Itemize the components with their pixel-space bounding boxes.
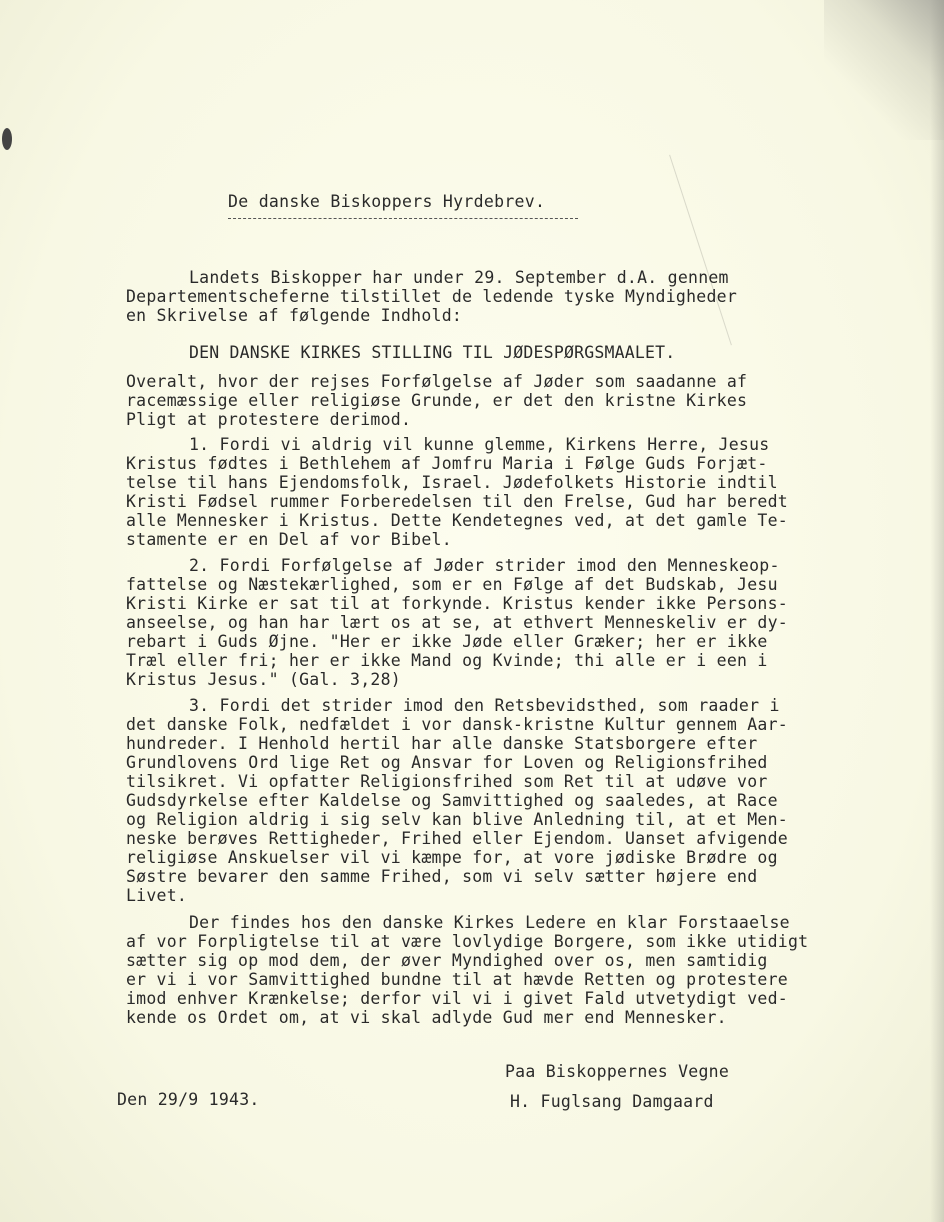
point3-line: hundreder. I Henhold hertil har alle danske Statsborgere efter: [126, 734, 758, 753]
opening-line: racemæssige eller religiøse Grunde, er det den kristne Kirkes: [126, 391, 748, 410]
paper-fold-mark: [669, 155, 732, 346]
document-date: Den 29/9 1943.: [117, 1090, 260, 1109]
point3-line: tilsikret. Vi opfatter Religionsfrihed som Ret til at udøve vor: [126, 772, 768, 791]
point2-line: Kristus Jesus." (Gal. 3,28): [126, 670, 401, 689]
point2-line: rebart i Guds Øjne. "Her er ikke Jøde eller Græker; her er ikke: [126, 632, 768, 651]
point3-line: 3. Fordi det strider imod den Retsbevidsthed, som raader i: [189, 696, 780, 715]
intro-line: Departementscheferne tilstillet de ledende tyske Myndigheder: [126, 287, 738, 306]
closing-line: Der findes hos den danske Kirkes Ledere en klar Forstaaelse: [189, 913, 790, 932]
point2-line: 2. Fordi Forfølgelse af Jøder strider imod den Menneskeop-: [189, 556, 780, 575]
closing-line: sætter sig op mod dem, der øver Myndighed over os, men samtidig: [126, 951, 768, 970]
point3-line: Grundlovens Ord lige Ret og Ansvar for Loven og Religionsfrihed: [126, 753, 768, 772]
point3-line: det danske Folk, nedfældet i vor dansk-kristne Kultur gennem Aar-: [126, 715, 788, 734]
section-heading: DEN DANSKE KIRKES STILLING TIL JØDESPØRGSMAALET.: [189, 343, 676, 362]
point1-line: Kristi Fødsel rummer Forberedelsen til den Frelse, Gud har beredt: [126, 492, 788, 511]
point1-line: Kristus fødtes i Bethlehem af Jomfru Maria i Følge Guds Forjæt-: [126, 454, 768, 473]
point3-line: og Religion aldrig i sig selv kan blive Anledning til, at et Men-: [126, 810, 788, 829]
point3-line: Livet.: [126, 886, 188, 905]
point2-line: Kristi Kirke er sat til at forkynde. Kristus kender ikke Persons-: [126, 594, 788, 613]
point2-line: fattelse og Næstekærlighed, som er en Følge af det Budskab, Jesu: [126, 575, 778, 594]
closing-line: kende os Ordet om, at vi skal adlyde Gud mer end Mennesker.: [126, 1008, 727, 1027]
opening-line: Pligt at protestere derimod.: [126, 410, 412, 429]
closing-line: imod enhver Krænkelse; derfor vil vi i givet Fald utvetydigt ved-: [126, 989, 788, 1008]
signature-name: H. Fuglsang Damgaard: [510, 1092, 714, 1111]
right-edge-shadow: [930, 0, 944, 1222]
point2-line: Træl eller fri; her er ikke Mand og Kvinde; thi alle er i een i: [126, 651, 768, 670]
document-title: De danske Biskoppers Hyrdebrev.: [228, 192, 546, 211]
point3-line: neske berøves Rettigheder, Frihed eller Ejendom. Uanset afvigende: [126, 829, 788, 848]
intro-line: en Skrivelse af følgende Indhold:: [126, 306, 463, 325]
point3-line: Gudsdyrkelse efter Kaldelse og Samvittighed og saaledes, at Race: [126, 791, 778, 810]
point3-line: religiøse Anskuelser vil vi kæmpe for, at vore jødiske Brødre og: [126, 848, 778, 867]
closing-line: af vor Forpligtelse til at være lovlydige Borgere, som ikke utidigt: [126, 932, 809, 951]
title-underline: [228, 218, 578, 219]
point1-line: alle Mennesker i Kristus. Dette Kendetegnes ved, at det gamle Te-: [126, 511, 788, 530]
point1-line: 1. Fordi vi aldrig vil kunne glemme, Kirkens Herre, Jesus: [189, 435, 770, 454]
point3-line: Søstre bevarer den samme Frihed, som vi selv sætter højere end: [126, 867, 758, 886]
folded-corner-shadow: [824, 0, 944, 140]
point1-line: telse til hans Ejendomsfolk, Israel. Jødefolkets Historie indtil: [126, 473, 778, 492]
signature-on-behalf: Paa Biskoppernes Vegne: [505, 1062, 730, 1081]
intro-line: Landets Biskopper har under 29. September d.A. gennem: [189, 268, 729, 287]
closing-line: er vi i vor Samvittighed bundne til at hævde Retten og protestere: [126, 970, 788, 989]
punch-hole-mark: [2, 128, 12, 150]
point1-line: stamente er en Del af vor Bibel.: [126, 530, 452, 549]
point2-line: anseelse, og han har lært os at se, at ethvert Menneskeliv er dy-: [126, 613, 788, 632]
opening-line: Overalt, hvor der rejses Forfølgelse af Jøder som saadanne af: [126, 372, 748, 391]
